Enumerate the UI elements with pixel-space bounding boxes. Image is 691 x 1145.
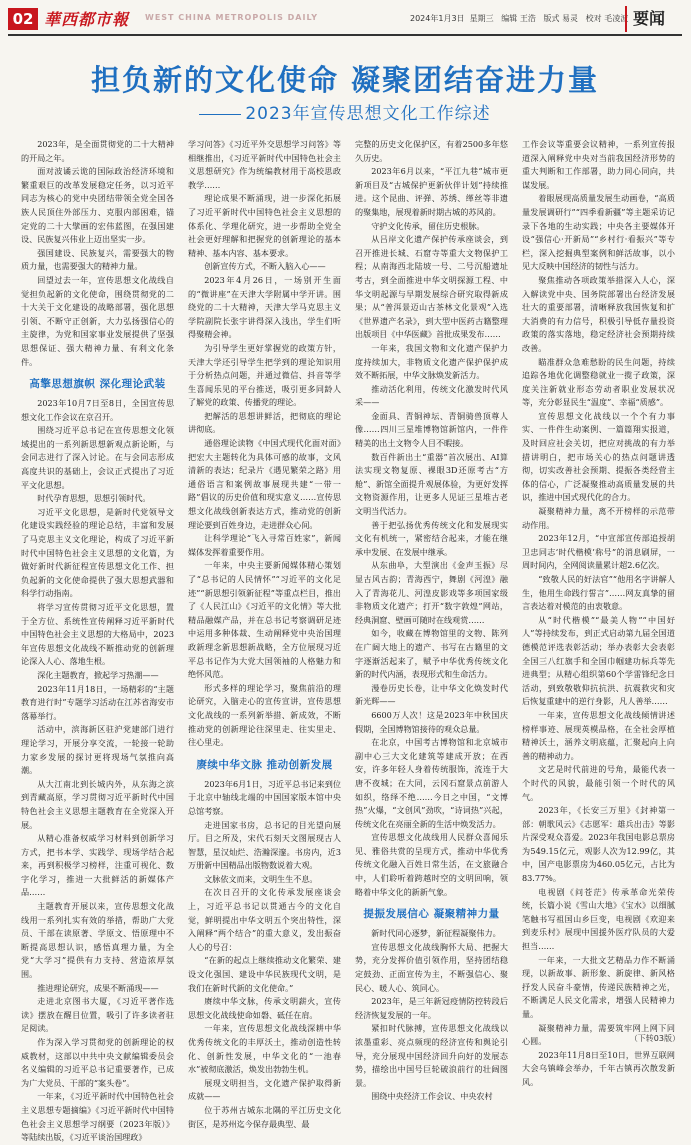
- paragraph: 数百件新出土“重器”首次展出、AI算法实现文物复原、裸眼3D还原考古“方舱”、新馆全面提升观展体验，为更好发挥文物资源作用，让更多人见证三星堆古老文明当代活力。: [355, 451, 508, 517]
- paragraph: 2023年11月8日至10日，世界互联网大会乌镇峰会举办，千年古镇再次散发新风。: [522, 1049, 675, 1087]
- paragraph: 一年来，一大批文艺精品力作不断涌现，以新故事、新形象、新旋律、新风格抒发人民奋斗豪情，传递民族精神之光，不断满足人民文化需求，增强人民精神力量。: [522, 954, 675, 1019]
- paragraph: 走进北京图书大厦，《习近平著作选读》摆放在醒目位置，吸引了许多读者驻足阅读。: [21, 996, 174, 1034]
- paragraph: 面对波谲云诡的国际政治经济环境和繁重艰巨的改革发展稳定任务，以习近平同志为核心的党中央团结带领全党全国各族人民顶住外部压力、克服内部困难，锚定党的二十大擘画的宏伟蓝图，在强国建设、民族复兴伟业上迈出坚实一步。: [21, 166, 174, 245]
- paragraph: 从精心准备权威学习材料到创新学习方式，把书本学、实践学、现场学结合起来，再到积极学习榜样，注重可视化、数字化学习，推进一大批鲜活的新媒体产品……: [21, 833, 174, 898]
- article-headline: 担负新的文化使命 凝聚团结奋进力量: [90, 63, 600, 97]
- paragraph: 聚焦推动各项政策举措深入人心，深入解读党中央、国务院部署出台经济发展壮大的重要部署，清晰释放我国恢复和扩大消费的有力信号，积极引导低存量投资政策的落实落地，稳定经济社会预期持续改善。: [522, 274, 675, 353]
- designer-credit: 版式 易灵: [543, 14, 579, 23]
- paragraph: 瞄准群众急难愁盼的民生问题，持续追踪各地优化调整稳就业一揽子政策，深度关注新就业形态劳动者职业发展状况等，充分彰显民生“温度”、幸福“质感”。: [522, 356, 675, 408]
- paragraph: 作为深入学习贯彻党的创新理论的权威教材，这部以中共中央文献编辑委员会名义编辑的习近平总书记重要著作，已成为广大党员、干部的“案头卷”。: [21, 1037, 174, 1088]
- paragraph: 从吕岸文化遗产保护传承座谈会，到召开推进长城、石窟寺等重大文物保护工程；从南海西北陆坡一号、二号沉船遗址考古，到全面推进中华文明探源工程、中华文明起源与早期发展综合研究取得新成果；从“普洱景迈山古茶林文化景观”入选《世界遗产名录》，到大型中医药古籍整理出版项目《中华医藏》首批成果发布……: [355, 234, 508, 340]
- masthead: [0, 0, 690, 40]
- paragraph: 6600万人次！这是2023年中秋国庆假期，全国博物馆接待的观众总量。: [355, 709, 508, 734]
- paragraph: 理论成果不断涌现，进一步深化拓展了习近平新时代中国特色社会主义思想的体系化、学理化研究，进一步帮助全党全社会更好理解和把握党的创新理论的基本精神、基本内容、基本要求。: [188, 193, 341, 258]
- continued-note: （下转03版）: [629, 1034, 680, 1043]
- paragraph: 一年来，宣传思想文化战线倾情讲述榜样事迹、展现英模品格，在全社会厚植精神沃土，涵养文明底蕴，汇聚起向上向善的精神动力。: [522, 709, 675, 761]
- paragraph: 学习问答》《习近平外交思想学习问答》等相继推出，《习近平新时代中国特色社会主义思想研究》作为统编教材用于高校思政教学……: [188, 139, 341, 190]
- paragraph: 文脉依文而来，文明生生不息。: [204, 873, 318, 884]
- paragraph: 强国建设、民族复兴，需要强大的物质力量，也需要强大的精神力量。: [21, 247, 174, 272]
- paragraph: 走进国家书房，总书记的目光望向展厅。目之所及，宋代石刻天文图展现古人智慧，星汉灿烂、浩瀚深邃。书房内，近3万册新中国精品出版物数说着大观。: [188, 819, 341, 871]
- paragraph: 把解活的思想讲鲜活，把彻底的理论讲彻底。: [188, 410, 341, 435]
- paragraph: 2023年6月以来，“平江九巷”城市更新项目及“古城保护更新伙伴计划”持续推进。这个昆曲、评弹、苏绣、缂丝等非遗的聚集地，展现着新时期古城的苏风韵。: [355, 166, 508, 217]
- paragraph: 凝聚精神力量，需要筑牢网上网下同心圆。: [522, 1022, 675, 1047]
- paragraph: 宣传思想文化战线以一个个有力事实、一件件生动案例、一篇篇翔实报道，及时回应社会关切，把应对挑战的有力举措讲明白，把市场关心的热点问题讲透彻，切实改善社会预期、提振各类经营主体的信心，广泛凝聚推动高质量发展的共识，推进中国式现代化的合力。: [522, 410, 675, 503]
- paragraph: 活动中，滨海新区驻沪党建部门进行理论学习，开展分享交流，一轮接一轮助力家乡发展的探讨更将现场气氛推向高潮。: [21, 724, 174, 776]
- paragraph: 赓续中华文脉，传承文明薪火，宣传思想文化战线使命如磐、砥任在肩。: [188, 996, 341, 1020]
- paragraph: 时代孕育思想，思想引领时代。: [37, 493, 151, 504]
- paragraph: 漫卷历史长卷，让中华文化焕发时代新光辉——: [355, 682, 508, 707]
- paragraph: 守护文化传承，留住历史根脉。: [371, 220, 485, 231]
- paragraph: 2023年，是三年新冠疫情防控转段后经济恢复发展的一年。: [355, 996, 508, 1020]
- paragraph: 2023年11月18日，一场精彩的“主题教育进行时”专题学习活动在江苏省海安市落幕举行。: [21, 683, 174, 721]
- paragraph: 完整的历史文化保护区，有着2500多年悠久历史。: [355, 139, 508, 163]
- paragraph: “在新的起点上继续推动文化繁荣、建设文化强国、建设中华民族现代文明，是我们在新时代新的文化使命。”: [188, 955, 341, 993]
- paragraph: 通俗理论读物《中国式现代化面对面》把宏大主题转化为具体可感的故事，文风清新的表达；纪录片《遇见繁荣之路》用通俗语言和案例故事展现共建“一带一路”倡议的历史价值和现实意义……宣传思想文化战线创新表达方式，推动党的创新理论要到百姓身边，走进群众心间。: [188, 438, 341, 530]
- paragraph: 电视剧《问苍茫》传承革命光荣传统，长篇小说《雪山大地》《宝水》以细腻笔触书写祖国山乡巨变，电视剧《欢迎来到麦乐村》展现中国援外医疗队员的大爱担当……: [522, 886, 675, 952]
- paragraph: 推进理论研究，成果不断涌现——: [37, 982, 159, 993]
- paragraph: 从东曲阜，大型演出《金声玉振》尽显古风古韵；青海西宁，舞剧《河湟》融入了青海花儿、河湟皮影戏等多项国家级非物质文化遗产；打开“数字敦煌”网站，经典洞窟、壁画可随时在线观赏……: [355, 560, 508, 625]
- paragraph: 善于把弘扬优秀传统文化和发展现实文化有机统一，紧密结合起来，才能在继承中发展、在发展中继承。: [355, 519, 508, 557]
- paragraph: 宣传思想文化战线胸怀大局、把握大势，充分发挥价值引领作用，坚持团结稳定鼓劲、正面宣传为主，不断强信心、聚民心、暖人心、筑同心。: [355, 941, 508, 993]
- paragraph: 在次日召开的文化传承发展座谈会上，习近平总书记以贯通古今的文化自觉，鲜明提出中华文明五个突出特性，深入阐释“两个结合”的重大意义，发出振奋人心的号召：: [188, 887, 341, 952]
- article-column-3: [355, 138, 508, 1102]
- paragraph: 2023年4月26日，一场别开生面的“微讲座”在天津大学附属中学开讲。围绕党的二十大精神，天津大学马克思主义学院副院长张宇讲得深入浅出，学生们听得聚精会神。: [188, 274, 341, 340]
- paragraph: 让科学理论“飞入寻常百姓家”，新闻媒体发挥着重要作用。: [188, 533, 341, 557]
- paragraph: 紧扣时代脉搏，宣传思想文化战线以浓墨重彩、亮点频现的经济宣传和舆论引导，充分展现中国经济回升向好的发展态势，描绘出中国号巨轮破浪前行的壮阔图景。: [355, 1023, 508, 1088]
- paragraph: 一年来，宣传思想文化战线深耕中华优秀传统文化的丰厚沃土，推动创造性转化、创新性发展，中华文化的“一池春水”被彻底激活，焕发出勃勃生机。: [188, 1023, 341, 1075]
- paragraph: 一年来，《习近平新时代中国特色社会主义思想专题摘编》《习近平新时代中国特色社会主义思想学习纲要（2023年版）》等陆续出版，《习近平谈治国理政》: [21, 1091, 174, 1143]
- paragraph: 为引导学生更好掌握党的政策方针，天津大学还引导学生把学到的理论知识用于分析热点问题，并通过微信、抖音等学生喜闻乐见的平台推送，吸引更多同龄人了解党的政策、传播党的理论。: [188, 342, 341, 408]
- article-column-1: [21, 138, 174, 1143]
- paragraph: 从大江南北到长城内外，从东海之滨到青藏高原，学习贯彻习近平新时代中国特色社会主义思想主题教育在全党深入开展。: [21, 778, 174, 830]
- paragraph: 2023年6月1日，习近平总书记来到位于北京中轴线北端的中国国家版本馆中央总馆考察。: [188, 778, 341, 816]
- article-subheadline-wrap: [0, 99, 690, 124]
- page-number: 02: [8, 8, 38, 30]
- paragraph: 回望过去一年，宣传思想文化战线自觉担负起新的文化使命，围绕贯彻党的二十大关于文化建设的战略部署，强化思想引领、不断守正创新，大力弘扬强信心的主旋律，为党和国家事业发展提供了坚强思想保证、强大精神力量、有利文化条件。: [21, 274, 174, 367]
- paragraph: 金面具、青铜神坛、青铜骑兽顶尊人像……四川三星堆博物馆新馆内，一件件精美的出土文物令人目不暇接。: [355, 410, 508, 449]
- paragraph: 深化主题教育，掀起学习热潮——: [37, 669, 159, 680]
- paragraph: 新时代同心逐梦，新征程凝聚伟力。: [371, 928, 501, 939]
- paragraph: 2023年10月7日至8日，全国宣传思想文化工作会议在京召开。: [21, 398, 174, 422]
- paragraph: “致敬人民的好法官”“他用名字讲解人生，他用生命践行誓言”……网友真挚的留言表达着对模范的由衷敬意。: [522, 574, 675, 612]
- editor-credit: 编辑 王浩: [501, 14, 536, 23]
- newspaper-english-name: WEST CHINA METROPOLIS DAILY: [145, 13, 319, 22]
- paragraph: 一年来，我国文物和文化遗产保护力度持续加大，非物质文化遗产保护保护成效不断拓展，中华文脉焕发新活力。: [355, 342, 508, 381]
- paragraph: 围绕习近平总书记在宣传思想文化领域提出的一系列新思想新观点新论断，与会同志进行了深入讨论。在与会同志形成高度共识的基础上，会议正式提出了习近平文化思想。: [21, 425, 174, 490]
- paragraph: 形式多样的理论学习，聚焦前沿的理论研究，入脑走心的宣传宣讲，宣传思想文化战线的一系列新举措、新成效，不断推动党的创新理论往深里走、往实里走、往心里走。: [188, 682, 341, 748]
- section-label: 要闻: [625, 6, 691, 32]
- paragraph: 2023年，是全面贯彻党的二十大精神的开局之年。: [21, 139, 174, 163]
- paragraph: 将学习宣传贯彻习近平文化思想，置于全方位、系统性宣传阐释习近平新时代中国特色社会主义思想的大格局中，2023年宣传思想文化战线不断推动党的创新理论深入人心、落地生根。: [21, 602, 174, 667]
- section-heading: 赓续中华文脉 推动创新发展: [196, 758, 333, 771]
- paragraph: 展现文明担当，文化遗产保护取得新成就——: [188, 1077, 341, 1102]
- paragraph: 2023年，《长安三万里》《封神第一部：朝歌风云》《志愿军：雄兵出击》等影片深受观众喜爱。2023年我国电影总票房为549.15亿元，观影人次为12.99亿，其中，国产电影票房为460.05亿元，占比为83.77%。: [522, 805, 675, 884]
- issue-weekday: 星期三: [469, 14, 494, 23]
- paragraph: 主题教育开展以来，宣传思想文化战线用一系列扎实有效的举措，帮助广大党员、干部在读原著、学原文、悟原理中不断提高思想认识，感悟真理力量，为全党“大学习”提供有力支持、营造浓厚氛围。: [21, 901, 174, 980]
- paragraph: 习近平文化思想，是新时代党领导文化建设实践经验的理论总结，丰富和发展了马克思主义文化理论，构成了习近平新时代中国特色社会主义思想的文化篇，为做好新时代新征程宣传思想文化工作、担负起新的文化使命提供了强大思想武器和科学行动指南。: [21, 506, 174, 599]
- article-column-2: [188, 138, 341, 1129]
- paragraph: 位于苏州古城东北隅的平江历史文化街区，是苏州迄今保存最典型、最: [188, 1104, 341, 1129]
- paragraph: 文艺是时代前进的号角，最能代表一个时代的风貌，最能引领一个时代的风气。: [522, 764, 675, 802]
- proofreader-credit: 校对 毛凌波: [585, 14, 629, 23]
- paragraph: 在北京，中国考古博物馆和北京城市副中心三大文化建筑等建成开放；在西安，许多年轻人身着传统服饰，流连于大唐不夜城；在大同，云冈石窟景点前游人如织，络绎不绝……今日之中国，“文博热”火爆，“文创风”劲吹，“诗词热”兴起，传统文化在亮丽全新的生活中焕发活力。: [355, 737, 508, 829]
- paragraph: 工作会议等重要会议精神，一系列宣传报道深入阐释党中央对当前我国经济形势的重大判断和工作部署，助力同心同向，共谋发展。: [522, 139, 675, 190]
- article-subheadline: 2023年宣传思想文化工作综述: [245, 104, 491, 124]
- paragraph: 宣传思想文化战线用人民群众喜闻乐见、雅俗共赏的呈现方式，推动中华优秀传统文化融入百姓日常生活，在文旅融合中，人们聆听着跨越时空的文明回响，领略着中华文化的新新气象。: [355, 832, 508, 897]
- issue-date: 2024年1月3日: [410, 14, 465, 23]
- section-heading: 高擎思想旗帜 深化理论武装: [29, 378, 166, 391]
- section-heading: 提振发展信心 凝聚精神力量: [363, 908, 500, 921]
- paragraph: 围绕中央经济工作会议、中央农村: [371, 1091, 493, 1102]
- masthead-rule: [8, 34, 682, 36]
- paragraph: 如今，收藏在博物馆里的文物、陈列在广阔大地上的遗产、书写在古籍里的文字逐渐活起来了，赋予中华优秀传统文化新的时代内涵，表现形式和生命活力。: [355, 628, 508, 680]
- newspaper-logo: 華西都市報: [44, 10, 130, 29]
- issue-meta: [410, 13, 628, 24]
- subheadline-dash: [199, 114, 241, 115]
- paragraph: 凝聚精神力量，离不开榜样的示范带动作用。: [522, 506, 675, 530]
- paragraph: 一年来，中央主要新闻媒体精心策划了“总书记的人民情怀”“习近平的文化足迹”“新思想引领新征程”等重点栏目，推出了《人民江山》《习近平的文化情》等大批精品融媒产品，并在总书记考察调研足迹中运用多种体裁、生动阐释党中央治国理政新理念新思想新战略，全方位展现习近平总书记作为大党大国领袖的人格魅力和绝怀风范。: [188, 560, 341, 680]
- paragraph: 从“时代楷模”“最美人物”“中国好人”等持续发布，到正式启动第九届全国道德模范评选表彰活动；举办表彰大会表彰全国三八红旗手和全国巾帼建功标兵等先进典型；从精心组织第60个学雷锋纪念日活动，到致敬敬仰抗抗洪、抗震救灾和灾后恢复重建中的逆行身影，凡人善举……: [522, 614, 675, 707]
- paragraph: 2023年12月，“中宣部宣传部追授胡卫忠同志‘时代楷模’称号”的消息刷屏，一周时间内，全网阅读量累计超2.6亿次。: [522, 533, 675, 571]
- paragraph: 创新宣传方式，不断入脑入心——: [204, 261, 326, 272]
- paragraph: 着眼展现高质量发展生动画卷，“高质量发展调研行”“四季看新疆”等主题采访记录下各地的生动实践；中央各主要媒体开设“强信心·开新局”“乡村行·看振兴”等专栏，深入挖掘典型案例和鲜活故事，以小见大反映中国经济的韧性与活力。: [522, 193, 675, 272]
- paragraph: 推动活化利用，传统文化激发时代风采——: [355, 383, 508, 408]
